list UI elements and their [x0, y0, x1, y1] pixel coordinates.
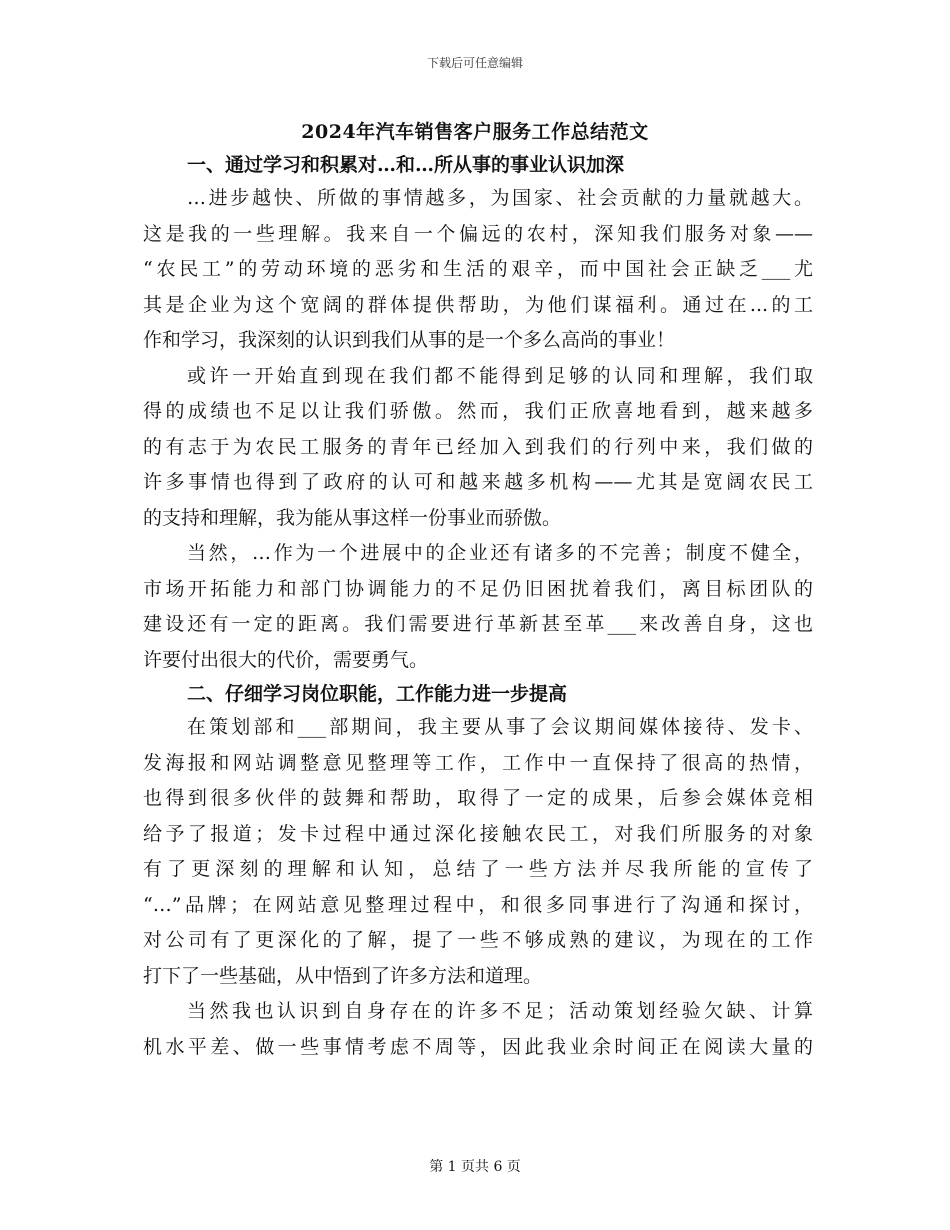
paragraph — [143, 710, 813, 994]
text-line: …进步越快、所做的事情越多，为国家、社会贡献的力量就越大。 — [187, 187, 813, 209]
text-line: 机水平差、做一些事情考虑不周等，因此我业余时间正在阅读大量的 — [143, 1035, 813, 1058]
text-line: 许多事情也得到了政府的认可和越来越多机构——尤其是宽阔农民工 — [143, 471, 813, 493]
text-line: 建设还有一定的距离。我们需要进行革新甚至革___来改善自身，这也 — [143, 613, 813, 635]
section-heading-1: 一、通过学习和积累对…和…所从事的事业认识加深 — [187, 154, 625, 176]
paragraph — [143, 536, 813, 678]
paragraph — [143, 994, 813, 1065]
text-line: 市场开拓能力和部门协调能力的不足仍旧困扰着我们，离目标团队的 — [143, 577, 813, 600]
text-line: 这是我的一些理解。我来自一个偏远的农村，深知我们服务对象—— — [143, 222, 813, 245]
text-line: 给予了报道；发卡过程中通过深化接触农民工，对我们所服务的对象 — [143, 822, 813, 845]
text-line: “农民工”的劳动环境的恶劣和生活的艰辛，而中国社会正缺乏___尤 — [143, 258, 813, 280]
text-line: 的支持和理解，我为能从事这样一份事业而骄傲。 — [143, 506, 562, 529]
text-line: 对公司有了更深化的了解，提了一些不够成熟的建议，为现在的工作 — [143, 929, 813, 951]
document-title: 2024年汽车销售客户服务工作总结范文 — [301, 121, 649, 143]
paragraph — [143, 181, 813, 359]
text-line: 当然，…作为一个进展中的企业还有诸多的不完善；制度不健全， — [187, 542, 813, 564]
text-line: 或许一开始直到现在我们都不能得到足够的认同和理解，我们取 — [187, 364, 813, 387]
page-footer: 第 1 页共 6 页 — [429, 1159, 521, 1175]
text-line: 打下了一些基础，从中悟到了许多方法和道理。 — [143, 964, 543, 987]
text-line: 的有志于为农民工服务的青年已经加入到我们的行列中来，我们做的 — [143, 435, 813, 458]
text-line: 得的成绩也不足以让我们骄傲。然而，我们正欣喜地看到，越来越多 — [143, 400, 813, 422]
text-line: 其是企业为这个宽阔的群体提供帮助，为他们谋福利。通过在...的工 — [143, 293, 813, 316]
section-heading-2: 二、仔细学习岗位职能，工作能力进一步提高 — [187, 683, 568, 705]
text-line: 有了更深刻的理解和认知，总结了一些方法并尽我所能的宣传了 — [143, 858, 813, 880]
text-line: 作和学习，我深刻的认识到我们从事的是一个多么高尚的事业！ — [143, 329, 676, 351]
text-line: “…”品牌；在网站意见整理过程中，和很多同事进行了沟通和探讨， — [143, 893, 813, 916]
header-note: 下载后可任意编辑 — [426, 56, 523, 70]
text-line: 许要付出很大的代价，需要勇气。 — [143, 648, 429, 671]
text-line: 也得到很多伙伴的鼓舞和帮助，取得了一定的成果，后参会媒体竞相 — [143, 787, 813, 809]
text-line: 发海报和网站调整意见整理等工作，工作中一直保持了很高的热情， — [143, 751, 813, 774]
document-body — [143, 149, 813, 1065]
text-line: 在策划部和___部期间，我主要从事了会议期间媒体接待、发卡、 — [187, 716, 813, 738]
paragraph — [143, 359, 813, 537]
text-line: 当然我也认识到自身存在的许多不足；活动策划经验欠缺、计算 — [187, 1000, 813, 1022]
